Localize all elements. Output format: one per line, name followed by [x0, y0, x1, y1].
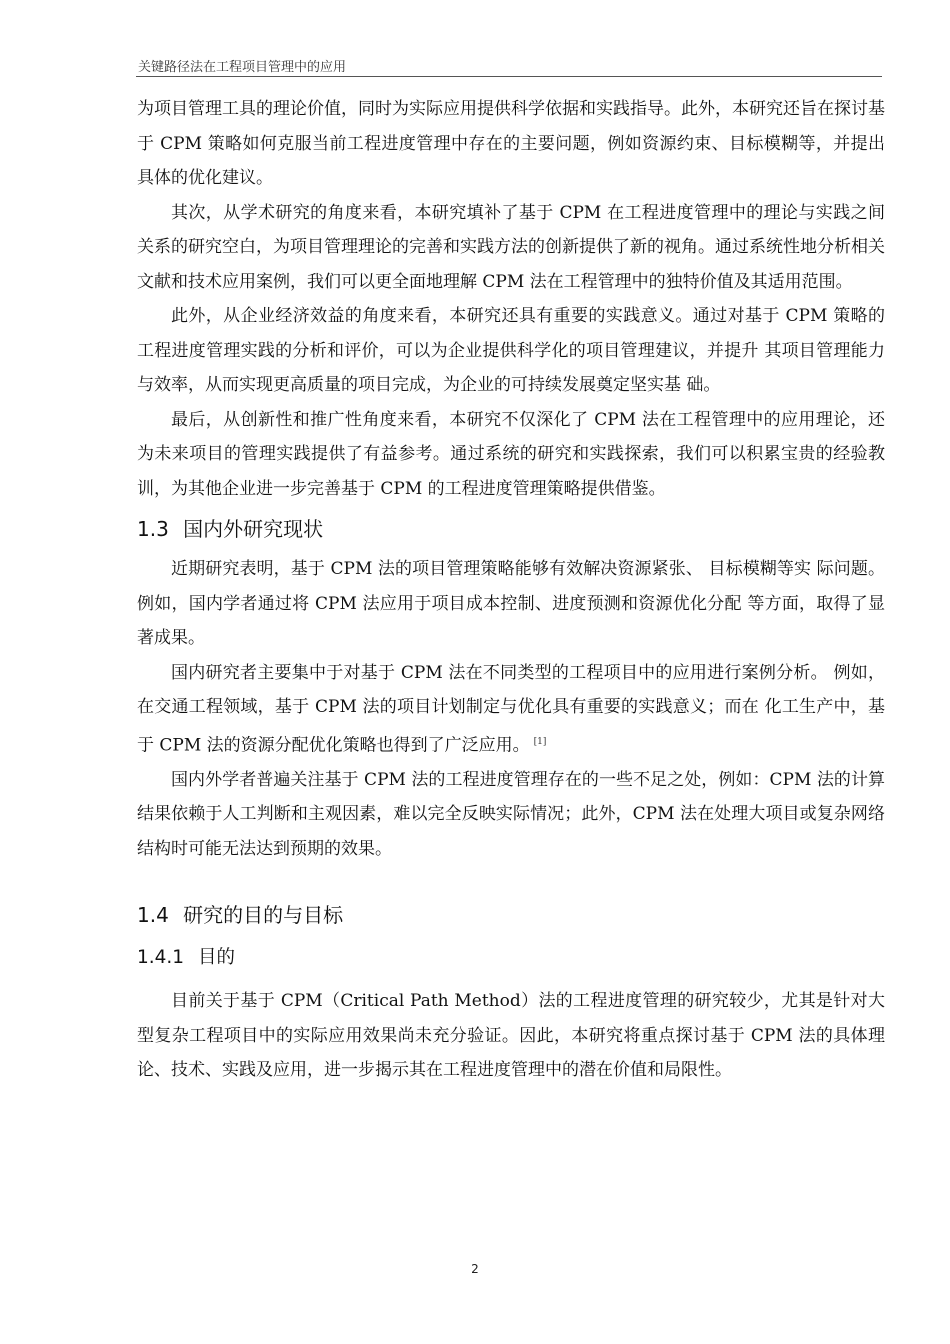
paragraph: 最后，从创新性和推广性角度来看，本研究不仅深化了 CPM 法在工程管理中的应用理论，还为未来项目的管理实践提供了有益参考。通过系统的研究和实践探索，我们可以积累宝贵的经验教训，为其他企业进一步完善基于 CPM 的工程进度管理策略提供借鉴。 [137, 409, 885, 499]
subsection-title: 目的 [197, 947, 235, 969]
paragraph: 国内外学者普遍关注基于 CPM 法的工程进度管理存在的一些不足之处，例如：CPM 法的计算结果依赖于人工判断和主观因素，难以完全反映实际情况；此外，CPM 法在处理大项目或复杂网络结构时可能无法达到预期的效果。 [137, 769, 885, 859]
paragraph-continued: 为项目管理工具的理论价值，同时为实际应用提供科学依据和实践指导。此外，本研究还旨在探讨基于 CPM 策略如何克服当前工程进度管理中存在的主要问题，例如资源约束、目标模糊等，并提出具体的优化建议。 [137, 99, 885, 188]
paragraph-with-citation [137, 656, 885, 763]
paragraph-text: 国内研究者主要集中于对基于 CPM 法在不同类型的工程项目中的应用进行案例分析。 例如，在交通工程领域，基于 CPM 法的项目计划制定与优化具有重要的实践意义；而在 化工生产中，基于 CPM 法的资源分配优化策略也得到了广泛应用。 [137, 662, 885, 756]
section-number: 1.3 [137, 517, 169, 541]
header-divider [136, 76, 882, 77]
section-title: 研究的目的与目标 [183, 903, 344, 928]
subsection-heading-1-4-1 [137, 938, 885, 978]
page-body [137, 92, 885, 1088]
subsection-number: 1.4.1 [137, 947, 185, 969]
citation-reference: [1] [533, 736, 547, 747]
page-number: 2 [471, 1262, 479, 1276]
paragraph: 近期研究表明，基于 CPM 法的项目管理策略能够有效解决资源紧张、 目标模糊等实 际问题。例如，国内学者通过将 CPM 法应用于项目成本控制、进度预测和资源优化分配 等方面，取得了显著成果。 [137, 559, 885, 648]
section-number: 1.4 [137, 903, 169, 928]
section-heading-1-4 [137, 894, 885, 936]
paragraph: 此外，从企业经济效益的角度来看，本研究还具有重要的实践意义。通过对基于 CPM 策略的工程进度管理实践的分析和评价，可以为企业提供科学化的项目管理建议，并提升 其项目管理能力与效率，从而实现更高质量的项目完成，为企业的可持续发展奠定坚实基 础。 [137, 306, 885, 395]
paragraph: 目前关于基于 CPM（Critical Path Method）法的工程进度管理的研究较少，尤其是针对大型复杂工程项目中的实际应用效果尚未充分验证。因此，本研究将重点探讨基于 CPM 法的具体理论、技术、实践及应用，进一步揭示其在工程进度管理中的潜在价值和局限性。 [137, 991, 885, 1081]
paragraph: 其次，从学术研究的角度来看，本研究填补了基于 CPM 在工程进度管理中的理论与实践之间关系的研究空白，为项目管理理论的完善和实践方法的创新提供了新的视角。通过系统性地分析相关文献和技术应用案例，我们可以更全面地理解 CPM 法在工程管理中的独特价值及其适用范围。 [137, 202, 885, 292]
running-header: 关键路径法在工程项目管理中的应用 [138, 60, 347, 75]
section-heading-1-3 [137, 508, 885, 550]
section-title: 国内外研究现状 [183, 517, 324, 541]
